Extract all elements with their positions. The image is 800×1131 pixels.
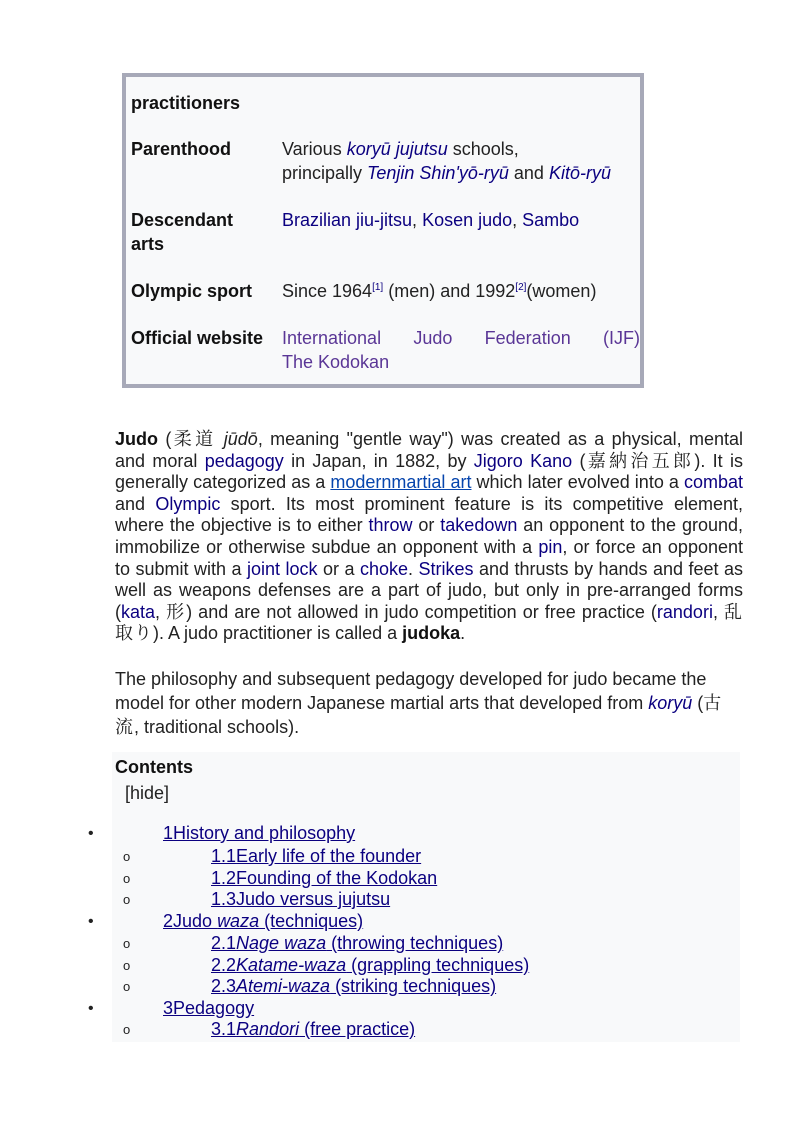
toc-text: (grappling techniques) xyxy=(346,955,530,975)
descendant-arts-value xyxy=(282,208,640,232)
article-body xyxy=(115,429,743,645)
joint-lock-link[interactable]: joint lock xyxy=(246,558,318,579)
ref-1-link[interactable]: [1] xyxy=(372,282,384,293)
toc-item-history[interactable] xyxy=(163,822,355,844)
text: arts xyxy=(131,234,165,254)
brazilian-jiu-jitsu-link[interactable]: Brazilian jiu-jitsu xyxy=(282,210,413,230)
text: Since 1964 xyxy=(282,281,373,301)
infobox xyxy=(122,73,644,388)
text: , xyxy=(712,601,724,622)
toc-text-italic: Katame-waza xyxy=(236,955,347,975)
toc-bullet: • xyxy=(88,1000,94,1017)
judo-term: Judo xyxy=(115,429,158,449)
ijf-link-word[interactable]: International xyxy=(282,328,382,348)
toc-text: (free practice) xyxy=(299,1019,416,1039)
text: Descendant xyxy=(131,210,234,230)
ref-2-link[interactable]: [2] xyxy=(515,282,527,293)
jigoro-kano-link[interactable]: Jigoro Kano xyxy=(473,450,573,471)
kodokan-link[interactable]: The Kodokan xyxy=(282,352,390,372)
toc-text: Founding of the Kodokan xyxy=(236,868,438,888)
olympic-sport-label: Olympic sport xyxy=(131,281,253,301)
toc-text: Early life of the founder xyxy=(236,846,422,866)
toc-num: 3.1 xyxy=(211,1019,237,1039)
text: , xyxy=(155,601,167,622)
text: in Japan, in 1882, by xyxy=(283,450,474,471)
official-website-label: Official website xyxy=(131,328,264,348)
toc-text-italic: Atemi-waza xyxy=(236,976,331,996)
toc-item-randori[interactable] xyxy=(211,1018,415,1040)
text: . xyxy=(407,558,419,579)
toc-item-judo-waza[interactable] xyxy=(163,910,363,932)
toc-text-italic: Nage waza xyxy=(236,933,327,953)
takedown-link[interactable]: takedown xyxy=(440,515,518,536)
toc-text: (striking techniques) xyxy=(330,976,497,996)
philosophy-paragraph xyxy=(115,667,743,739)
text: sport. Its most prominent feature is its competitive element, where the objective is to either xyxy=(115,493,743,536)
text: , traditional schools). xyxy=(134,717,300,737)
text: ). A judo practitioner is called a xyxy=(153,623,403,644)
text: , meaning "gentle way") was created as a physical, mental and moral xyxy=(115,429,743,471)
judo-kanji: 柔道 xyxy=(171,429,217,449)
text: an opponent to the ground, immobilize or otherwise subdue an opponent with a xyxy=(115,515,743,557)
toc-text: (techniques) xyxy=(259,911,364,931)
article-body-2 xyxy=(115,667,743,739)
toc-item-nage-waza[interactable] xyxy=(211,932,503,954)
ijf-link-word[interactable]: Federation xyxy=(484,328,571,348)
official-website-value xyxy=(282,326,640,374)
toc-bullet: • xyxy=(88,913,94,930)
tenjin-shinyo-ryu-link[interactable]: Tenjin Shin'yō-ryū xyxy=(367,163,509,183)
toc-circle: o xyxy=(123,936,131,951)
text: ( xyxy=(572,450,586,471)
text: ). It is generally categorized as a xyxy=(115,450,744,493)
toc-title: Contents xyxy=(115,757,193,777)
choke-link[interactable]: choke xyxy=(359,558,408,579)
text: The philosophy and subsequent pedagogy developed for judo became the model for other modern Japanese martial arts that developed from xyxy=(115,669,707,713)
toc-text: Judo xyxy=(173,911,218,931)
toc-num: 1.3 xyxy=(211,889,237,909)
toc-text: Judo versus jujutsu xyxy=(236,889,391,909)
olympic-link[interactable]: Olympic xyxy=(155,493,221,514)
toc-num: 1.1 xyxy=(211,846,237,866)
toc-item-katame-waza[interactable] xyxy=(211,954,529,976)
strikes-link[interactable]: Strikes xyxy=(418,558,474,579)
text: or a xyxy=(317,558,360,579)
text: ) and are not allowed in judo competition or free practice ( xyxy=(186,601,657,622)
toc-item-pedagogy[interactable] xyxy=(163,997,254,1019)
ijf-link-word[interactable]: Judo xyxy=(413,328,453,348)
toc-item-atemi-waza[interactable] xyxy=(211,975,496,997)
koryu-link[interactable]: koryū xyxy=(648,693,693,713)
kito-ryu-link[interactable]: Kitō-ryū xyxy=(548,163,611,183)
toc-circle: o xyxy=(123,979,131,994)
toc-text: Pedagogy xyxy=(173,998,255,1018)
separator: , xyxy=(512,210,523,230)
judo-romaji: jūdō xyxy=(216,429,258,449)
toc-num: 2 xyxy=(163,911,174,931)
text: , or force an opponent to submit with a xyxy=(115,536,743,579)
intro-paragraph xyxy=(115,429,743,645)
judoka-term: judoka xyxy=(402,623,461,644)
pedagogy-link[interactable]: pedagogy xyxy=(204,450,284,471)
text: ( xyxy=(692,693,704,713)
toc-item-early-life[interactable] xyxy=(211,845,421,867)
text: . xyxy=(460,623,466,644)
toc-circle: o xyxy=(123,892,131,907)
randori-kanji: 乱取り xyxy=(115,601,743,644)
text: and thrusts by hands and feet as well as weapons defenses are a part of judo, but only in pre-arranged forms ( xyxy=(115,558,743,622)
toc-text: (throwing techniques) xyxy=(326,933,504,953)
toc-circle: o xyxy=(123,958,131,973)
sambo-link[interactable]: Sambo xyxy=(522,210,580,230)
parenthood-value xyxy=(282,137,640,185)
pin-link[interactable]: pin xyxy=(538,536,563,557)
infobox-top-label: practitioners xyxy=(131,93,241,113)
text: (women) xyxy=(526,281,597,301)
text: principally xyxy=(282,163,368,183)
toc-num: 1.2 xyxy=(211,868,237,888)
toc-text-italic: Randori xyxy=(236,1019,300,1039)
throw-link[interactable]: throw xyxy=(368,515,413,536)
kata-kanji: 形 xyxy=(166,601,187,622)
kosen-judo-link[interactable]: Kosen judo xyxy=(422,210,513,230)
text: Various xyxy=(282,139,347,159)
kata-link[interactable]: kata xyxy=(121,601,156,622)
toc-text-italic: waza xyxy=(217,911,260,931)
toc-circle: o xyxy=(123,1022,131,1037)
toc-text: History and philosophy xyxy=(173,823,356,843)
separator: , xyxy=(412,210,423,230)
text: ( xyxy=(158,429,172,449)
toc-num: 2.3 xyxy=(211,976,237,996)
olympic-sport-value xyxy=(282,279,640,303)
toc-num: 2.2 xyxy=(211,955,237,975)
kano-kanji: 嘉納治五郎 xyxy=(585,450,695,471)
text: (men) and 1992 xyxy=(383,281,516,301)
toc-num: 2.1 xyxy=(211,933,237,953)
modern-martial-art-link[interactable]: modernmartial art xyxy=(330,472,472,493)
parenthood-label: Parenthood xyxy=(131,139,232,159)
text: and xyxy=(115,493,156,514)
text: and xyxy=(508,163,549,183)
koryu-jujutsu-link[interactable]: koryū jujutsu xyxy=(346,139,448,159)
randori-link[interactable]: randori xyxy=(656,601,713,622)
ijf-link-word[interactable]: (IJF) xyxy=(602,328,640,348)
text: schools, xyxy=(447,139,519,159)
toc-item-judo-vs-jujutsu[interactable] xyxy=(211,888,390,910)
combat-link[interactable]: combat xyxy=(683,472,743,493)
toc-item-founding[interactable] xyxy=(211,867,437,889)
descendant-arts-label xyxy=(131,208,276,256)
text: or xyxy=(412,515,441,536)
toc-num: 1 xyxy=(163,823,174,843)
toc-circle: o xyxy=(123,849,131,864)
toc-hide-toggle[interactable]: [hide] xyxy=(125,783,170,803)
toc-circle: o xyxy=(123,871,131,886)
toc-num: 3 xyxy=(163,998,174,1018)
text: which later evolved into a xyxy=(471,472,684,493)
toc-bullet: • xyxy=(88,825,94,842)
koryu-kanji: 古流 xyxy=(115,693,723,737)
